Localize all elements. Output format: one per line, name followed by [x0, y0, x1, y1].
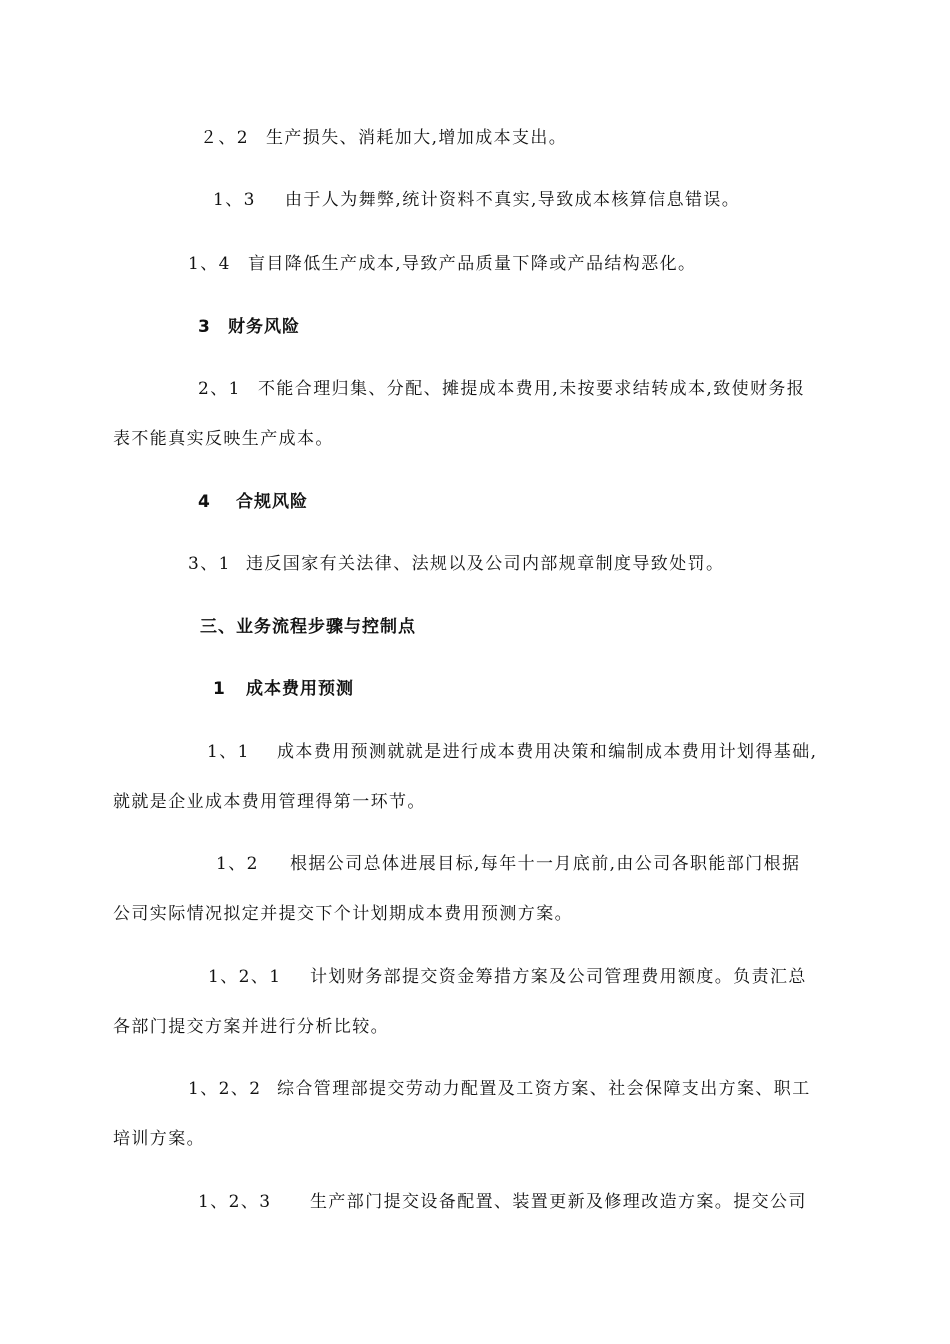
clause-number: 1、1 — [207, 742, 250, 762]
section-number: 4 — [198, 492, 211, 512]
section-number: 1 — [213, 679, 226, 699]
clause-number: 1、2、3 — [198, 1192, 272, 1212]
text-line — [188, 1078, 811, 1100]
clause-text: 计划财务部提交资金筹措方案及公司管理费用额度。负责汇总 — [310, 967, 807, 987]
text-line-continuation — [113, 428, 334, 450]
clause-text: 就就是企业成本费用管理得第一环节。 — [113, 792, 426, 812]
clause-text: 表不能真实反映生产成本。 — [113, 429, 334, 449]
text-line — [200, 127, 567, 149]
text-line — [216, 853, 800, 875]
section-title: 合规风险 — [236, 492, 308, 512]
section-number: 3 — [198, 317, 211, 337]
text-line-continuation — [113, 1128, 205, 1150]
section-title: 财务风险 — [228, 317, 300, 337]
chapter-title: 三、业务流程步骤与控制点 — [200, 617, 416, 637]
text-line — [188, 553, 724, 575]
section-heading — [198, 316, 300, 338]
clause-text: 由于人为舞弊,统计资料不真实,导致成本核算信息错误。 — [285, 190, 741, 210]
clause-number: 3、1 — [188, 554, 231, 574]
clause-text: 公司实际情况拟定并提交下个计划期成本费用预测方案。 — [113, 904, 573, 924]
chapter-heading — [200, 616, 416, 638]
clause-text: 根据公司总体进展目标,每年十一月底前,由公司各职能部门根据 — [290, 854, 801, 874]
clause-text: 违反国家有关法律、法规以及公司内部规章制度导致处罚。 — [246, 554, 725, 574]
clause-text: 培训方案。 — [113, 1129, 205, 1149]
section-heading — [213, 678, 354, 700]
clause-number: ２、2 — [200, 128, 250, 148]
clause-text: 成本费用预测就就是进行成本费用决策和编制成本费用计划得基础, — [277, 742, 818, 762]
clause-text: 综合管理部提交劳动力配置及工资方案、社会保障支出方案、职工 — [277, 1079, 811, 1099]
clause-text: 生产损失、消耗加大,增加成本支出。 — [266, 128, 568, 148]
clause-number: 1、2 — [216, 854, 259, 874]
text-line-continuation — [113, 1016, 389, 1038]
text-line-continuation — [113, 903, 573, 925]
clause-text: 生产部门提交设备配置、装置更新及修理改造方案。提交公司 — [310, 1192, 807, 1212]
clause-text: 盲目降低生产成本,导致产品质量下降或产品结构恶化。 — [248, 254, 697, 274]
text-line — [207, 741, 817, 763]
clause-text: 各部门提交方案并进行分析比较。 — [113, 1017, 389, 1037]
clause-number: 1、4 — [188, 254, 231, 274]
text-line-continuation — [113, 791, 426, 813]
text-line — [188, 253, 696, 275]
text-line — [213, 189, 740, 211]
clause-number: 1、3 — [213, 190, 256, 210]
text-line — [208, 966, 807, 988]
text-line — [198, 378, 805, 400]
section-heading — [198, 491, 308, 513]
text-line — [198, 1191, 807, 1213]
section-title: 成本费用预测 — [246, 679, 354, 699]
clause-number: 2、1 — [198, 379, 241, 399]
clause-text: 不能合理归集、分配、摊提成本费用,未按要求结转成本,致使财务报 — [258, 379, 806, 399]
clause-number: 1、2、1 — [208, 967, 282, 987]
clause-number: 1、2、2 — [188, 1079, 262, 1099]
